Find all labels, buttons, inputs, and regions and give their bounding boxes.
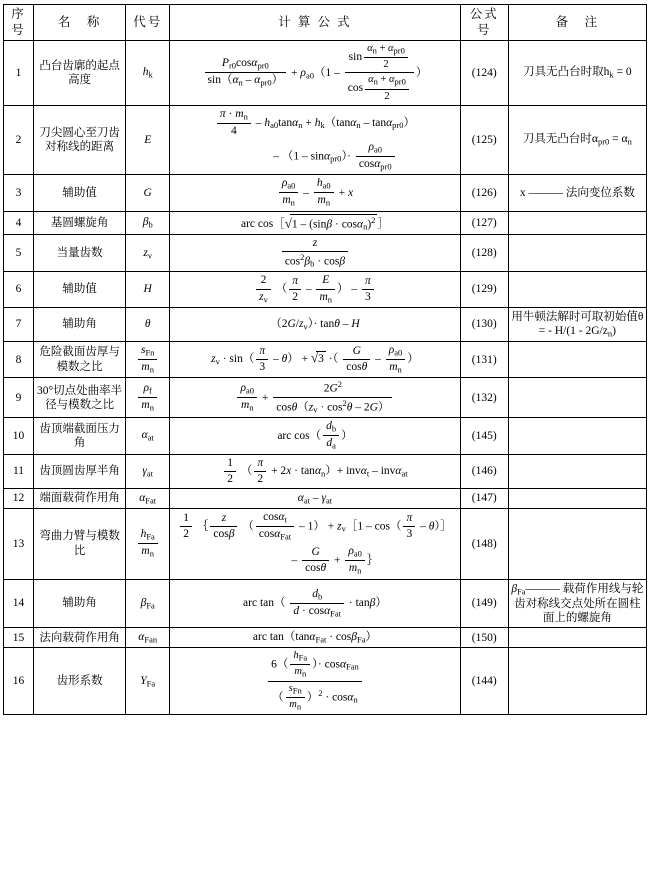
row-symbol: $h_k$	[126, 41, 170, 105]
table-row	[4, 234, 647, 272]
row-note	[508, 211, 646, 234]
table-row	[4, 648, 647, 715]
header-seq: 序号	[4, 5, 34, 41]
row-note	[508, 342, 646, 378]
row-note: $\beta_{Fa}———$ 载荷作用线与轮齿对称线交点处所在圆柱面上的螺旋角	[508, 579, 646, 628]
row-number: (128)	[460, 234, 508, 272]
row-formula: arc tan（tanα$_{Fat}$ · cosβ$_{Fa}$）	[170, 628, 460, 648]
row-name: 弯曲力臂与模数比	[34, 509, 126, 580]
row-formula: $\frac{\rho_{a0}}{m_n}$ – $\frac{h_{a0}}{m_n}$ + x	[170, 175, 460, 211]
row-formula: arc cos［√1 – $(\sin\beta \cdot \cos\alpha_n)^2$ ］	[170, 211, 460, 234]
row-seq: 3	[4, 175, 34, 211]
table-row	[4, 378, 647, 418]
row-seq: 11	[4, 454, 34, 488]
row-number: (127)	[460, 211, 508, 234]
row-name: 法向载荷作用角	[34, 628, 126, 648]
row-symbol: $\beta_b$	[126, 211, 170, 234]
row-note	[508, 648, 646, 715]
row-note	[508, 378, 646, 418]
row-name: 基圆螺旋角	[34, 211, 126, 234]
table-row	[4, 454, 647, 488]
row-name: 齿顶圆齿厚半角	[34, 454, 126, 488]
row-number: (146)	[460, 454, 508, 488]
table-row	[4, 307, 647, 341]
row-formula: $(2G/z_v)\cdot \tan\theta - H$	[170, 307, 460, 341]
row-seq: 15	[4, 628, 34, 648]
row-symbol: E	[126, 105, 170, 175]
row-seq: 9	[4, 378, 34, 418]
row-formula: $\frac{\pi \cdot m_n}{4}$ – $h_{a0}\tan\alpha_n + h_k(\tan\alpha_n - \tan\alpha_{pr0})$ – （1 – sinα$_{pr0}$）· $\frac{\rho_{a0}}{\cos\alpha_{pr0}}$	[170, 105, 460, 175]
row-seq: 6	[4, 272, 34, 307]
row-number: (129)	[460, 272, 508, 307]
row-seq: 16	[4, 648, 34, 715]
row-name: 凸台齿廓的起点高度	[34, 41, 126, 105]
row-note	[508, 418, 646, 454]
row-note	[508, 454, 646, 488]
row-symbol: $\frac{\rho_f}{m_n}$	[126, 378, 170, 418]
row-formula: arc cos（ $\frac{d_b}{d_a}$ ）	[170, 418, 460, 454]
row-number: (148)	[460, 509, 508, 580]
row-note: 刀具无凸台时取$h_k = 0$	[508, 41, 646, 105]
table-row	[4, 628, 647, 648]
row-note: 用牛顿法解时可取初始值θ = - $H/(1 - 2G/z_n)$	[508, 307, 646, 341]
row-number: (124)	[460, 41, 508, 105]
row-name: 辅助值	[34, 272, 126, 307]
header-symbol: 代号	[126, 5, 170, 41]
row-seq: 14	[4, 579, 34, 628]
row-seq: 1	[4, 41, 34, 105]
row-number: (125)	[460, 105, 508, 175]
row-seq: 7	[4, 307, 34, 341]
row-formula: $\frac{2}{z_v}$ （ $\frac{\pi}{2}$ – $\frac{E}{m_n}$ ） – $\frac{\pi}{3}$	[170, 272, 460, 307]
row-symbol: $\frac{h_{Fa}}{m_n}$	[126, 509, 170, 580]
header-number: 公式号	[460, 5, 508, 41]
row-formula: $\frac{P_{r0}\cos\alpha_{pr0}}{\sin(\alpha_n - \alpha_{pr0})}$ + $\rho_{a0}(1$ – sin $\frac{\alpha_n + \alpha_{pr0}}{2}$ cos $\frac{\alpha_n + \alpha_{pr0}}{2}$ ）	[170, 41, 460, 105]
row-symbol: G	[126, 175, 170, 211]
row-seq: 10	[4, 418, 34, 454]
row-name: 辅助角	[34, 579, 126, 628]
table-row	[4, 342, 647, 378]
row-name: 齿形系数	[34, 648, 126, 715]
row-name: 辅助值	[34, 175, 126, 211]
row-symbol: $z_v$	[126, 234, 170, 272]
row-number: (130)	[460, 307, 508, 341]
row-formula: $\frac{z}{\cos^2\beta_b \cdot \cos\beta}$	[170, 234, 460, 272]
table-row	[4, 489, 647, 509]
table-row	[4, 509, 647, 580]
row-number: (131)	[460, 342, 508, 378]
row-number: (150)	[460, 628, 508, 648]
row-formula: 6（ $\frac{h_{Fa}}{m_n}$ ）· cosα$_{Fan}$ （ $\frac{s_{Fn}}{m_n}$ ）$^2$ · cosα$_n$	[170, 648, 460, 715]
table-header-row	[4, 5, 647, 41]
row-note	[508, 272, 646, 307]
row-name: 30°切点处曲率半径与模数之比	[34, 378, 126, 418]
table-row	[4, 211, 647, 234]
row-symbol: $\frac{s_{Fn}}{m_n}$	[126, 342, 170, 378]
row-number: (132)	[460, 378, 508, 418]
row-note	[508, 628, 646, 648]
row-formula: $\frac{1}{2}$ （ $\frac{\pi}{2}$ + 2x · tanα$_n$）+ invα$_t$ – invα$_{at}$	[170, 454, 460, 488]
row-seq: 8	[4, 342, 34, 378]
row-note	[508, 509, 646, 580]
row-formula: $\frac{1}{2}$ ｛ $\frac{z}{\cos\beta}$ （ $\frac{\cos\alpha_t}{\cos\alpha_{Fat}}$ – $1) + z_v[1 - \cos$（ $\frac{\pi}{3}$ – θ）］ – $\frac{G}{\cos\theta}$ + $\frac{\rho_{a0}}{m_n}$ ｝	[170, 509, 460, 580]
row-name: 刀尖圆心至刀齿对称线的距离	[34, 105, 126, 175]
row-formula: $\alpha_{at} - \gamma_{at}$	[170, 489, 460, 509]
row-note: x ——— 法向变位系数	[508, 175, 646, 211]
table-row	[4, 105, 647, 175]
header-note: 备 注	[508, 5, 646, 41]
row-note	[508, 234, 646, 272]
row-name: 危险截面齿厚与模数之比	[34, 342, 126, 378]
row-formula: $z_v \cdot \sin$（ $\frac{\pi}{3}$ – θ） + √3 ·（ $\frac{G}{\cos\theta}$ – $\frac{\rho_{a0}}{m_n}$ ）	[170, 342, 460, 378]
row-number: (149)	[460, 579, 508, 628]
row-symbol: $\alpha_{at}$	[126, 418, 170, 454]
row-seq: 5	[4, 234, 34, 272]
row-seq: 13	[4, 509, 34, 580]
row-formula: arc tan（ $\frac{d_b}{d \cdot \cos\alpha_{Fat}}$ · tanβ）	[170, 579, 460, 628]
row-number: (145)	[460, 418, 508, 454]
row-number: (144)	[460, 648, 508, 715]
header-name: 名 称	[34, 5, 126, 41]
row-symbol: $\alpha_{Fat}$	[126, 489, 170, 509]
row-note: 刀具无凸台时$\alpha_{pr0} = \alpha_n$	[508, 105, 646, 175]
row-seq: 12	[4, 489, 34, 509]
row-symbol: $Y_{Fa}$	[126, 648, 170, 715]
row-symbol: $\alpha_{Fan}$	[126, 628, 170, 648]
row-symbol: $\gamma_{at}$	[126, 454, 170, 488]
row-name: 端面载荷作用角	[34, 489, 126, 509]
formula-table	[3, 4, 647, 715]
row-note	[508, 489, 646, 509]
row-seq: 4	[4, 211, 34, 234]
table-row	[4, 175, 647, 211]
table-row	[4, 272, 647, 307]
row-name: 齿顶端截面压力角	[34, 418, 126, 454]
row-symbol: H	[126, 272, 170, 307]
row-symbol: θ	[126, 307, 170, 341]
row-seq: 2	[4, 105, 34, 175]
table-row	[4, 41, 647, 105]
row-number: (147)	[460, 489, 508, 509]
header-formula: 计 算 公 式	[170, 5, 460, 41]
row-symbol: $\beta_{Fa}$	[126, 579, 170, 628]
row-name: 当量齿数	[34, 234, 126, 272]
table-row	[4, 579, 647, 628]
table-row	[4, 418, 647, 454]
row-number: (126)	[460, 175, 508, 211]
row-formula: $\frac{\rho_{a0}}{m_n}$ + $\frac{2G^2}{\cos\theta(z_v \cdot \cos^2\theta - 2G)}$	[170, 378, 460, 418]
row-name: 辅助角	[34, 307, 126, 341]
